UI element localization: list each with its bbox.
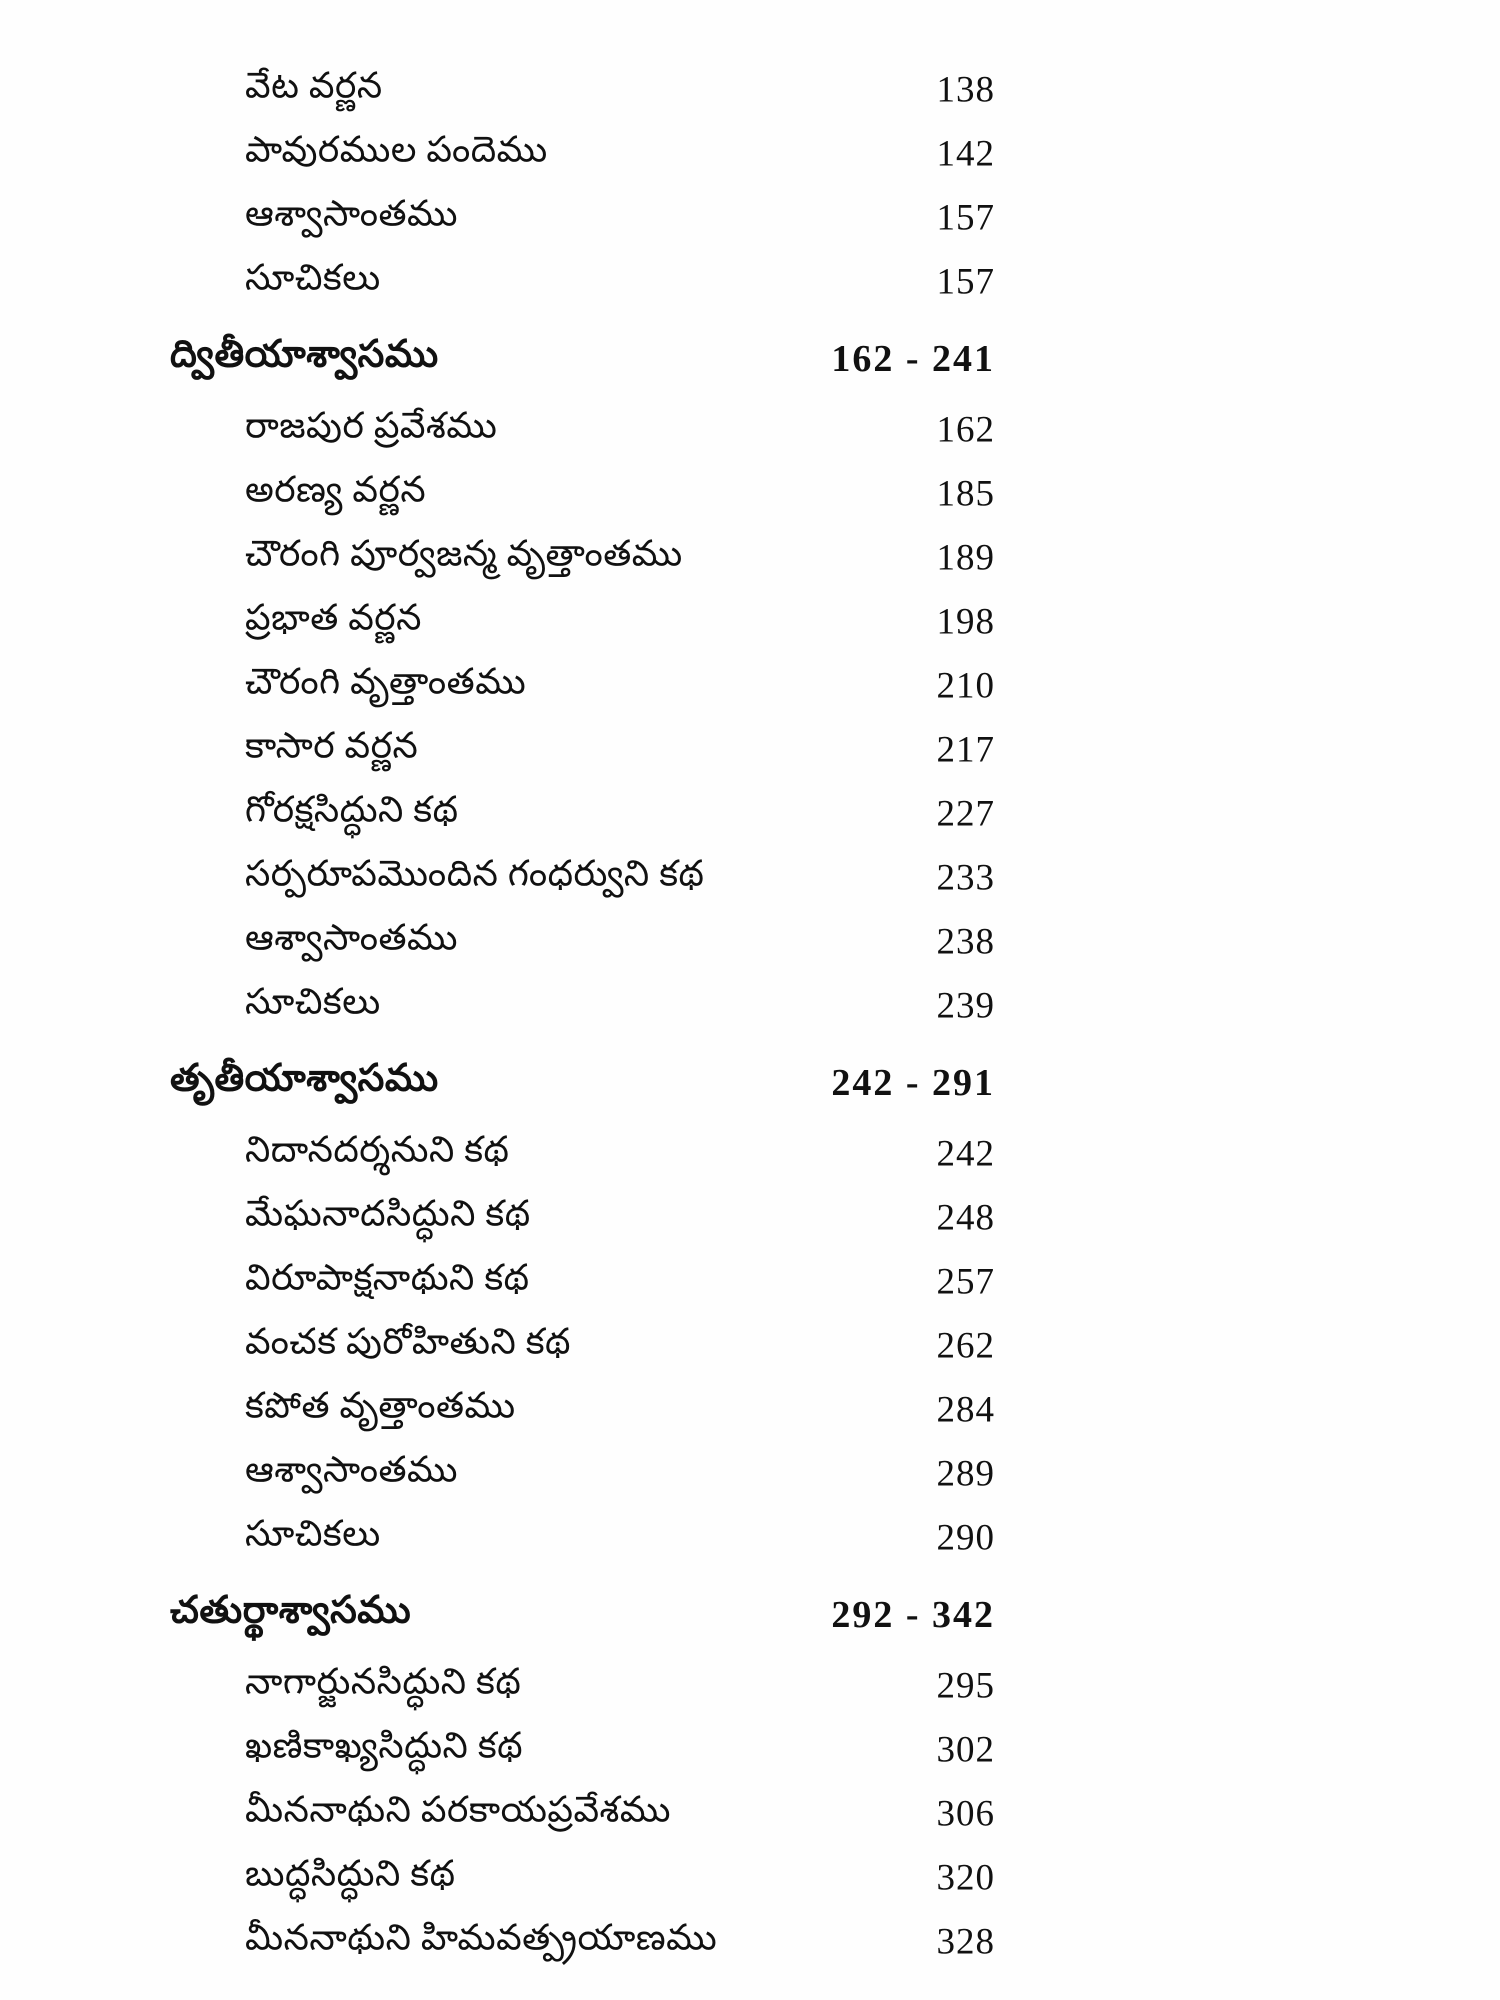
entry-page: 242 [936,1133,995,1175]
entry-page: 233 [936,857,995,899]
entry-page: 284 [936,1389,995,1431]
toc-entry-row [0,910,1500,974]
entry-page: 217 [936,729,995,771]
entry-page: 257 [936,1261,995,1303]
entry-page: 189 [936,537,995,579]
entry-title: చౌరంగి వృత్తాంతము [245,661,527,702]
entry-title: విరూపాక్షనాథుని కథ [245,1257,530,1298]
entry-page: 239 [936,985,995,1027]
entry-page: 328 [936,1921,995,1963]
entry-title: సర్పరూపమొందిన గంధర్వుని కథ [245,853,705,894]
entry-title: చతుర్థాశ్వాసము [170,1589,412,1632]
entry-title: మేఘనాదసిద్ధుని కథ [245,1193,531,1234]
toc-entry-row [0,1654,1500,1718]
entry-page: 320 [936,1857,995,1899]
toc-entry-row [0,250,1500,314]
toc-entry-row [0,846,1500,910]
entry-title: ద్వితీయాశ్వాసము [170,333,439,376]
toc-entry-row [0,782,1500,846]
entry-page: 290 [936,1517,995,1559]
entry-page: 142 [936,133,995,175]
entry-title: నిదానదర్శనుని కథ [245,1129,510,1170]
entry-page: 138 [936,69,995,111]
entry-title: నాగార్జునసిద్ధుని కథ [245,1661,522,1702]
toc-entry-row [0,58,1500,122]
toc-entry-row [0,1718,1500,1782]
entry-page: 162 [936,409,995,451]
entry-title: చౌరంగి పూర్వజన్మ వృత్తాంతము [245,533,683,574]
toc-list [0,58,1500,1974]
entry-title: తృతీయాశ్వాసము [170,1057,439,1100]
toc-entry-row [0,718,1500,782]
entry-title: మీననాథుని హిమవత్ప్రయాణము [245,1917,718,1958]
entry-page: 157 [936,261,995,303]
toc-entry-row [0,1250,1500,1314]
entry-title: అరణ్య వర్ణన [245,469,427,510]
entry-page: 238 [936,921,995,963]
entry-page: 198 [936,601,995,643]
entry-title: వంచక పురోహితుని కథ [245,1321,571,1362]
toc-entry-row [0,1314,1500,1378]
toc-section-row [0,326,1500,392]
toc-entry-row [0,1122,1500,1186]
entry-title: సూచికలు [245,257,381,298]
toc-entry-row [0,974,1500,1038]
toc-entry-row [0,398,1500,462]
toc-entry-row [0,1846,1500,1910]
entry-title: వేట వర్ణన [245,65,383,106]
toc-section-row [0,1050,1500,1116]
entry-page: 248 [936,1197,995,1239]
toc-entry-row [0,1782,1500,1846]
entry-title: బుద్ధసిద్ధుని కథ [245,1853,456,1894]
toc-entry-row [0,1378,1500,1442]
entry-title: కపోత వృత్తాంతము [245,1385,516,1426]
entry-title: పావురముల పందెము [245,129,548,170]
entry-title: సూచికలు [245,1513,381,1554]
entry-page: 302 [936,1729,995,1771]
entry-title: గోరక్షసిద్ధుని కథ [245,789,459,830]
toc-entry-row [0,462,1500,526]
entry-page: 242 - 291 [831,1062,995,1104]
toc-section-row [0,1582,1500,1648]
entry-title: ఖణికాఖ్యసిద్ధుని కథ [245,1725,524,1766]
entry-page: 292 - 342 [831,1594,995,1636]
entry-page: 295 [936,1665,995,1707]
entry-title: సూచికలు [245,981,381,1022]
entry-title: ఆశ్వాసాంతము [245,917,458,958]
toc-entry-row [0,122,1500,186]
entry-page: 210 [936,665,995,707]
toc-entry-row [0,1506,1500,1570]
toc-entry-row [0,1186,1500,1250]
toc-entry-row [0,1910,1500,1974]
toc-entry-row [0,186,1500,250]
entry-page: 227 [936,793,995,835]
entry-page: 185 [936,473,995,515]
toc-entry-row [0,590,1500,654]
entry-page: 162 - 241 [831,338,995,380]
toc-entry-row [0,526,1500,590]
entry-title: కాసార వర్ణన [245,725,419,766]
entry-title: రాజపుర ప్రవేశము [245,405,498,446]
entry-title: మీననాథుని పరకాయప్రవేశము [245,1789,671,1830]
entry-page: 157 [936,197,995,239]
entry-page: 306 [936,1793,995,1835]
toc-entry-row [0,1442,1500,1506]
entry-title: ప్రభాత వర్ణన [245,597,422,638]
entry-title: ఆశ్వాసాంతము [245,193,458,234]
entry-title: ఆశ్వాసాంతము [245,1449,458,1490]
entry-page: 262 [936,1325,995,1367]
entry-page: 289 [936,1453,995,1495]
toc-entry-row [0,654,1500,718]
